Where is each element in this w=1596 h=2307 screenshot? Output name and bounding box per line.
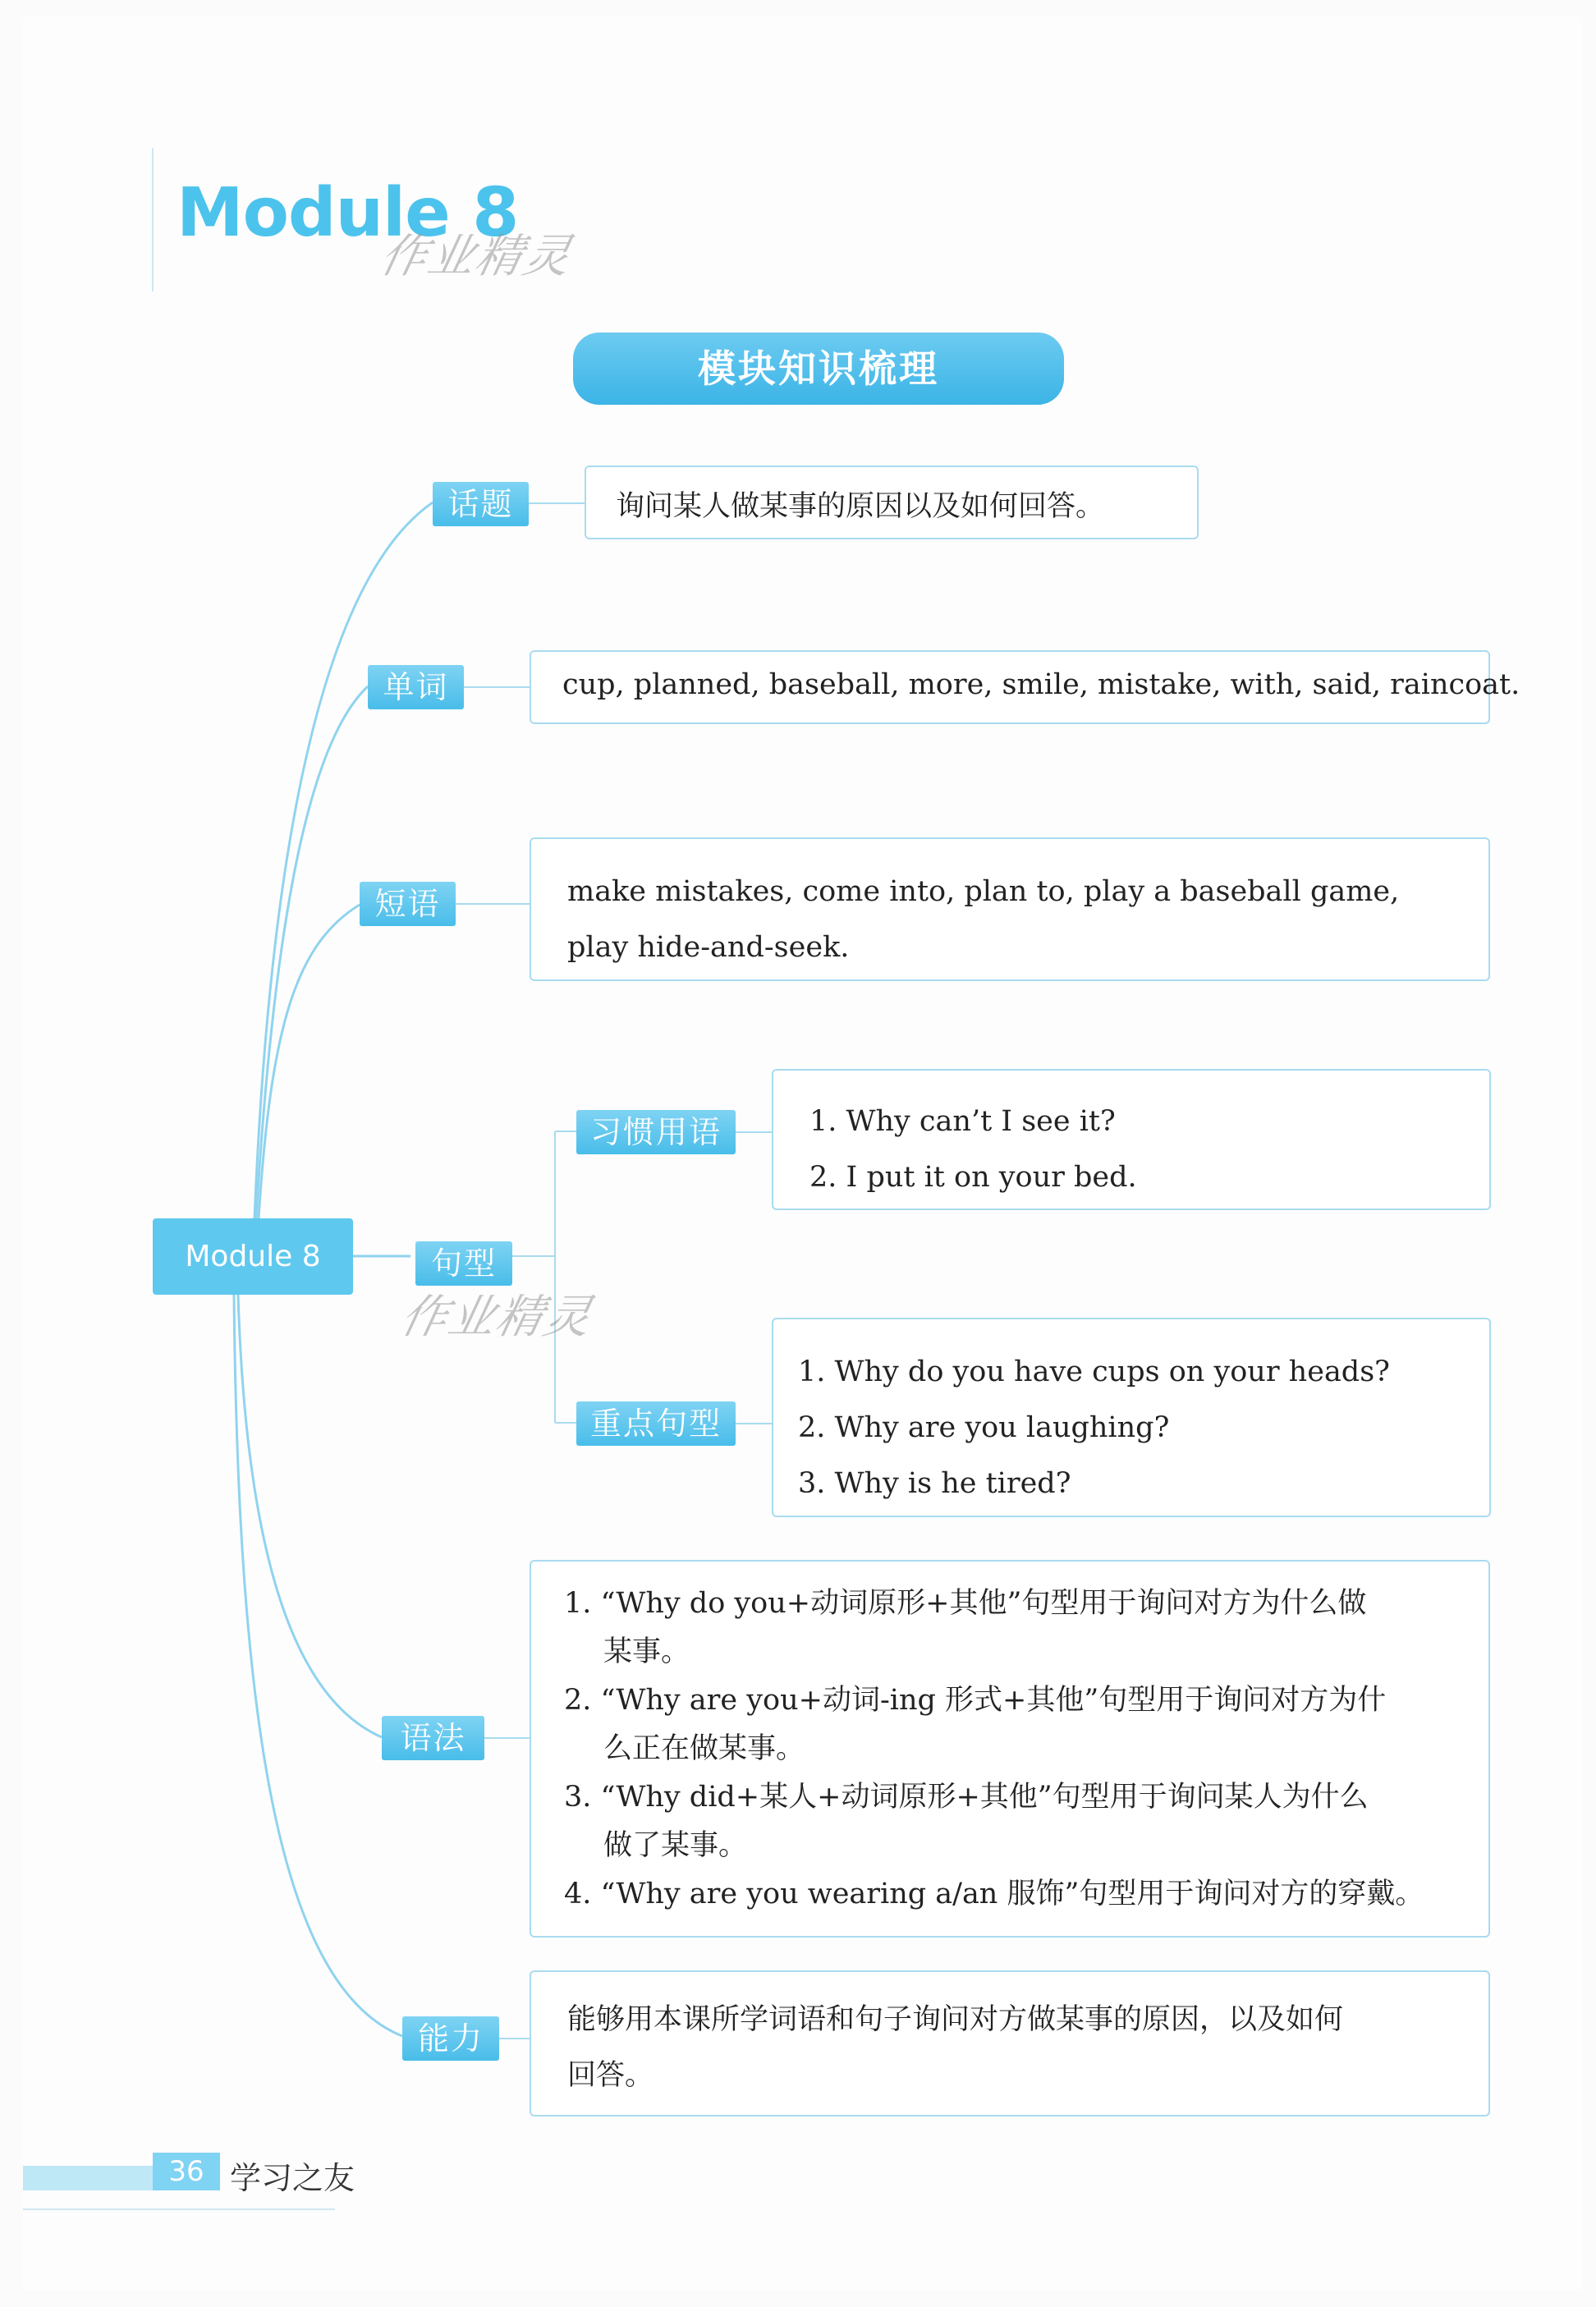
topic-text: 询问某人做某事的原因以及如何回答。 <box>616 490 1105 523</box>
words-text: cup, planned, baseball, more, smile, mistake, with, said, raincoat. <box>562 668 1520 701</box>
center-node: Module 8 <box>153 1218 353 1295</box>
ability-box <box>530 1970 1490 2117</box>
key-line-2: 2. Why are you laughing? <box>798 1411 1170 1444</box>
grammar-line-5: 3. “Why did+某人+动词原形+其他”句型用于询问某人为什么 <box>564 1781 1369 1814</box>
link-words <box>464 686 530 688</box>
topic-box <box>585 466 1199 539</box>
connector-idioms <box>509 1131 576 1256</box>
grammar-line-7: 4. “Why are you wearing a/an 服饰”句型用于询问对方的穿戴。 <box>564 1878 1424 1910</box>
link-grammar <box>484 1737 530 1739</box>
connector-topic <box>255 502 433 1218</box>
idioms-line-1: 1. Why can’t I see it? <box>809 1105 1116 1138</box>
grammar-line-4: 么正在做某事。 <box>603 1732 805 1765</box>
phrases-box <box>530 837 1490 981</box>
tag-phrases: 短语 <box>360 882 456 926</box>
link-key-sentences <box>736 1423 772 1424</box>
grammar-line-3: 2. “Why are you+动词-ing 形式+其他”句型用于询问对方为什 <box>564 1684 1387 1717</box>
connector-ability <box>234 1295 402 2036</box>
idioms-line-2: 2. I put it on your bed. <box>809 1161 1137 1194</box>
tag-words: 单词 <box>368 665 464 709</box>
phrases-line-1: make mistakes, come into, plan to, play a baseball game, <box>567 875 1400 908</box>
tag-sentences: 句型 <box>415 1241 512 1286</box>
ability-line-2: 回答。 <box>567 2059 654 2092</box>
ability-line-1: 能够用本课所学词语和句子询问对方做某事的原因，以及如何 <box>567 2003 1344 2036</box>
grammar-line-2: 某事。 <box>603 1635 690 1668</box>
link-topic <box>529 502 585 504</box>
key-line-1: 1. Why do you have cups on your heads? <box>798 1355 1390 1388</box>
phrases-line-2: play hide-and-seek. <box>567 931 850 964</box>
footer-brand: 学习之友 <box>230 2160 355 2196</box>
grammar-box <box>530 1560 1490 1938</box>
link-ability <box>499 2038 530 2039</box>
module-title: Module 8 <box>177 174 519 252</box>
link-idioms <box>736 1131 772 1133</box>
words-box <box>530 650 1520 724</box>
watermark: 作业精灵 <box>375 230 577 283</box>
idioms-box <box>772 1069 1491 1210</box>
grammar-line-6: 做了某事。 <box>603 1829 748 1862</box>
key-line-3: 3. Why is he tired? <box>798 1467 1071 1500</box>
footer-line <box>23 2208 335 2210</box>
link-phrases <box>456 903 530 905</box>
section-banner: 模块知识梳理 <box>573 333 1064 405</box>
tag-key-sentences: 重点句型 <box>576 1401 736 1446</box>
tag-topic: 话题 <box>433 482 529 526</box>
connector-grammar <box>238 1295 382 1737</box>
page-number: 36 <box>153 2153 220 2190</box>
grammar-line-1: 1. “Why do you+动词原形+其他”句型用于询问对方为什么做 <box>564 1587 1367 1620</box>
tag-ability: 能力 <box>402 2016 499 2061</box>
key-sentences-box <box>772 1318 1491 1517</box>
tag-idioms: 习惯用语 <box>576 1110 736 1154</box>
tag-grammar: 语法 <box>382 1716 484 1760</box>
watermark-2: 作业精灵 <box>396 1291 598 1344</box>
